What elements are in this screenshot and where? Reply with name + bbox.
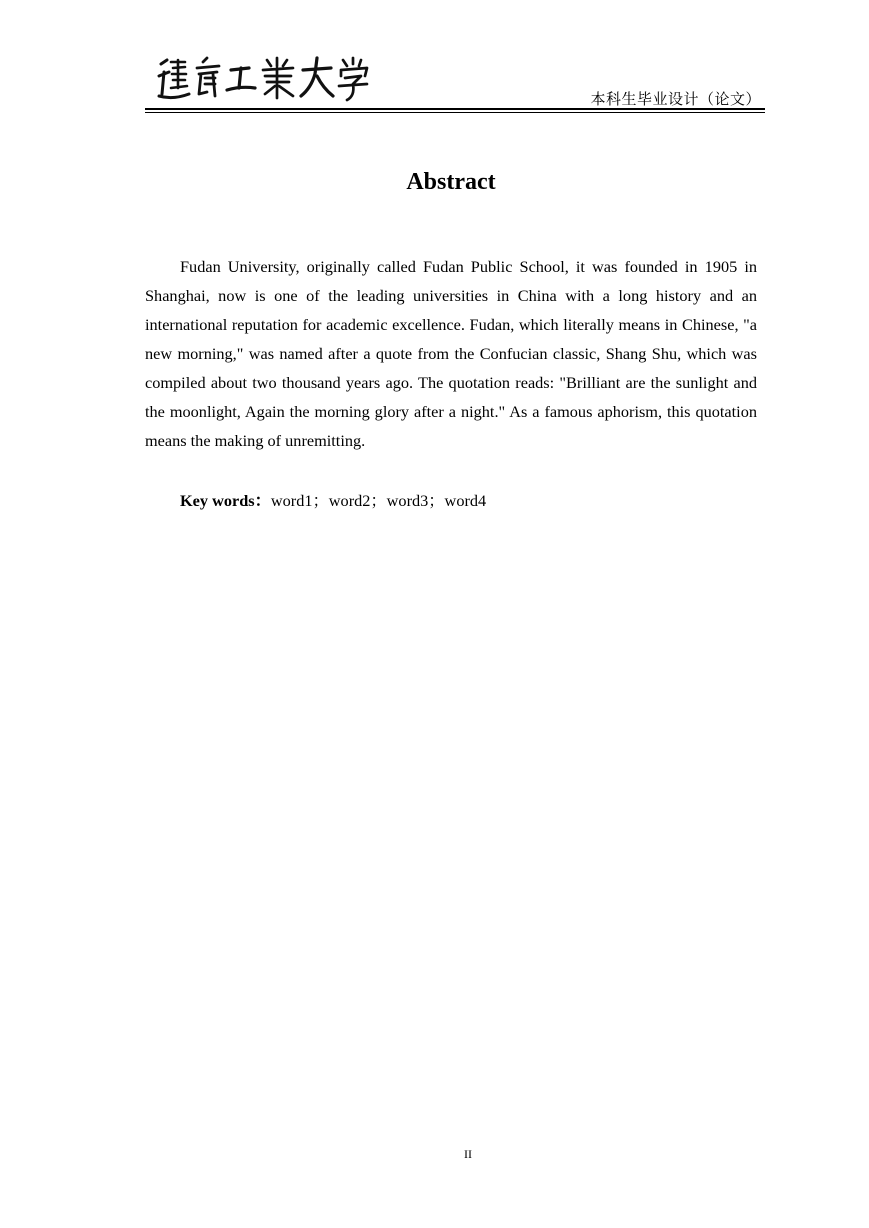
university-logo xyxy=(155,54,370,104)
header-rule-thin xyxy=(145,112,765,113)
header-document-type: 本科生毕业设计（论文） xyxy=(590,92,761,108)
abstract-paragraph: Fudan University, originally called Fudan Public School, it was founded in 1905 in Shanghai, now is one of the leading universities in China with a long history and an international reputation for academic excellence. Fudan, which literally means in Chinese, "a new morning," was named after a quote from the Confucian classic, Shang Shu, which was compiled about two thousand years ago. The quotation reads: "Brilliant are the sunlight and the moonlight, Again the morning glory after a night." As a famous aphorism, this quotation means the making of unremitting. xyxy=(145,257,757,450)
page-title: Abstract xyxy=(406,169,496,195)
header-rule-thick xyxy=(145,108,765,110)
calligraphy-logo-icon xyxy=(155,54,370,104)
keywords-line xyxy=(180,486,486,515)
page-number: II xyxy=(464,1147,472,1161)
keywords-label: Key words： xyxy=(180,491,271,510)
keywords-list: word1；word2；word3；word4 xyxy=(270,491,487,510)
